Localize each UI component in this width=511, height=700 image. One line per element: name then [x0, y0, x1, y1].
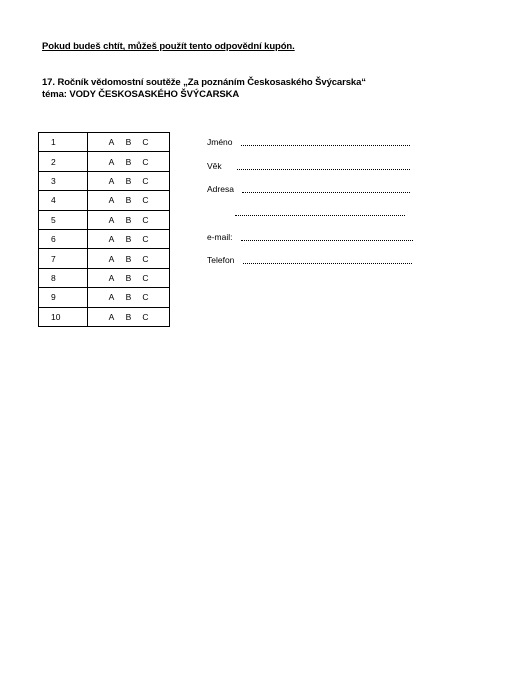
answer-table [38, 132, 170, 327]
answer-row [39, 288, 170, 307]
answer-row [39, 307, 170, 326]
answer-option-a[interactable]: A [108, 156, 115, 167]
answer-row [39, 171, 170, 190]
answer-row [39, 152, 170, 171]
email-input-line[interactable] [241, 240, 413, 241]
answer-option-b[interactable]: B [125, 253, 132, 264]
answer-options [88, 152, 170, 171]
answer-option-c[interactable]: C [142, 292, 149, 303]
answer-option-c[interactable]: C [142, 175, 149, 186]
answer-row [39, 191, 170, 210]
answer-row [39, 210, 170, 229]
answer-option-c[interactable]: C [142, 214, 149, 225]
address-label: Adresa [207, 184, 234, 194]
name-label: Jméno [207, 137, 233, 147]
answer-option-c[interactable]: C [142, 137, 149, 148]
answer-options [88, 229, 170, 248]
intro-text: Pokud budeš chtít, můžeš použít tento odpovědní kupón. [42, 41, 295, 52]
contest-title: 17. Ročník vědomostní soutěže „Za poznáním Českosaského Švýcarska“ [42, 77, 366, 88]
answer-row [39, 249, 170, 268]
address-field [207, 184, 234, 194]
name-field [207, 137, 233, 147]
answer-option-a[interactable]: A [108, 311, 115, 322]
answer-row [39, 229, 170, 248]
question-number: 7 [39, 249, 88, 268]
answer-options [88, 191, 170, 210]
answer-option-b[interactable]: B [125, 292, 132, 303]
answer-options [88, 268, 170, 287]
age-field [207, 161, 222, 171]
answer-option-b[interactable]: B [125, 272, 132, 283]
answer-option-b[interactable]: B [125, 234, 132, 245]
answer-options [88, 307, 170, 326]
question-number: 2 [39, 152, 88, 171]
phone-field [207, 255, 234, 265]
answer-options [88, 133, 170, 152]
question-number: 6 [39, 229, 88, 248]
answer-option-a[interactable]: A [108, 234, 115, 245]
answer-option-c[interactable]: C [142, 234, 149, 245]
question-number: 10 [39, 307, 88, 326]
phone-label: Telefon [207, 255, 235, 265]
address-input-line-1[interactable] [242, 192, 410, 193]
age-input-line[interactable] [237, 169, 410, 170]
contest-theme: téma: VODY ČESKOSASKÉHO ŠVÝCARSKA [42, 89, 240, 100]
answer-option-b[interactable]: B [125, 195, 132, 206]
email-label: e-mail: [207, 232, 233, 242]
answer-option-a[interactable]: A [108, 137, 115, 148]
answer-option-c[interactable]: C [142, 253, 149, 264]
answer-option-a[interactable]: A [108, 195, 115, 206]
answer-option-b[interactable]: B [125, 156, 132, 167]
phone-input-line[interactable] [243, 263, 412, 264]
question-number: 3 [39, 171, 88, 190]
question-number: 1 [39, 133, 88, 152]
answer-option-c[interactable]: C [142, 156, 149, 167]
answer-option-b[interactable]: B [125, 214, 132, 225]
question-number: 9 [39, 288, 88, 307]
name-input-line[interactable] [241, 145, 410, 146]
answer-option-a[interactable]: A [108, 214, 115, 225]
answer-row [39, 268, 170, 287]
answer-option-a[interactable]: A [108, 292, 115, 303]
question-number: 4 [39, 191, 88, 210]
answer-options [88, 171, 170, 190]
answer-option-b[interactable]: B [125, 175, 132, 186]
answer-row [39, 133, 170, 152]
answer-option-a[interactable]: A [108, 175, 115, 186]
age-label: Věk [207, 161, 222, 171]
answer-option-a[interactable]: A [108, 253, 115, 264]
question-number: 8 [39, 268, 88, 287]
answer-option-c[interactable]: C [142, 272, 149, 283]
answer-option-b[interactable]: B [125, 137, 132, 148]
answer-options [88, 288, 170, 307]
answer-options [88, 249, 170, 268]
address-input-line-2[interactable] [235, 215, 405, 216]
question-number: 5 [39, 210, 88, 229]
email-field [207, 232, 233, 242]
answer-option-c[interactable]: C [142, 311, 149, 322]
answer-option-a[interactable]: A [108, 272, 115, 283]
answer-options [88, 210, 170, 229]
contest-heading [42, 77, 366, 101]
answer-option-b[interactable]: B [125, 311, 132, 322]
answer-option-c[interactable]: C [142, 195, 149, 206]
